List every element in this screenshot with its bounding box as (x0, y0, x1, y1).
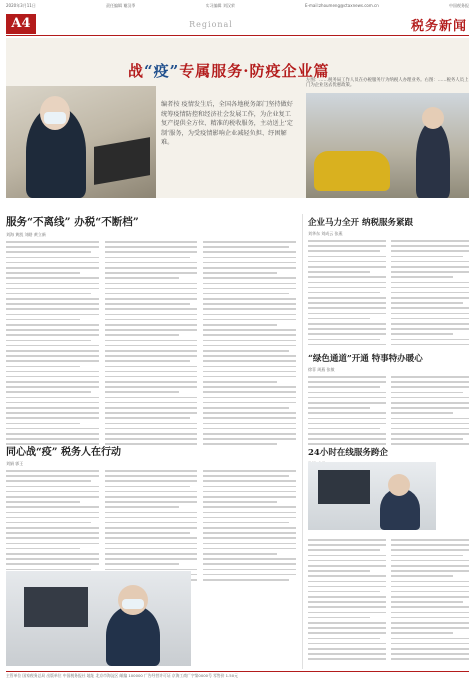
article-service-online (6, 214, 296, 434)
article-1-headline: 服务“不离线” 办税“不断档” (6, 216, 139, 228)
article-enterprise-full-power (308, 216, 469, 346)
article-1-col3 (203, 241, 296, 449)
publication-name: 中国税务报 (448, 3, 469, 8)
feature-banner (6, 38, 469, 198)
staff-mask (122, 599, 144, 609)
banner-right-caption: 左图：……税务局工作人员在办税服务厅为纳税人办理业务。右图：……税务人员上门为企业送去优惠政策。 (306, 78, 469, 89)
article-24h-online (308, 446, 469, 668)
page-footer: 主管单位 国家税务总局 出版单位 中国税务报社 地址 北京市海淀区 邮编 100000 广告经营许可证 京海工商广字第0000号 零售价 1.50元 (6, 671, 469, 683)
trainee-editor: 实习编辑 刘汉荣 (205, 3, 235, 8)
banner-title-prefix: 战 (128, 62, 145, 80)
operator-head (388, 474, 410, 496)
article-tax-staff-action (6, 443, 296, 667)
officer-head (422, 107, 444, 129)
article-4-body (308, 376, 469, 449)
page-header (6, 12, 469, 36)
regional-label (46, 20, 376, 30)
article-3-col1 (308, 240, 386, 349)
officer-figure (416, 121, 450, 198)
banner-photo-left (6, 86, 156, 198)
screen-shape (318, 470, 370, 504)
article-3-headline: 企业马力全开 纳税服务紧跟 (308, 218, 413, 228)
article-3-col2 (391, 240, 469, 349)
article-3-body (308, 240, 469, 349)
article-5-col2 (391, 539, 469, 664)
article-4-col1 (308, 376, 386, 449)
page-number-badge: A4 (6, 14, 36, 34)
editor-note: 编者按 疫情发生后，全国各地税务部门坚持做好统筹疫情防控和经济社会发展工作，为企业复工复产提供全方位、精准的税收服务，主动送上‘定制’服务，为受疫情影响企业减轻负担、纾困解难。 (161, 101, 293, 147)
article-2-col3 (203, 470, 296, 584)
article-5-body (308, 539, 469, 664)
article-5-photo (308, 462, 436, 530)
article-green-channel (308, 352, 469, 442)
banner-photo-right (306, 93, 469, 198)
top-meta-line (6, 3, 469, 11)
article-1-col1 (6, 241, 99, 449)
article-2-photo (6, 571, 191, 666)
article-1-body (6, 241, 296, 449)
editor-in-charge: 责任编辑 谢汉季 (106, 3, 136, 8)
banner-title-quote: “疫” (144, 62, 180, 80)
monitor-shape (24, 587, 88, 627)
article-5-col1 (308, 539, 386, 664)
article-2-body (6, 470, 296, 584)
article-4-byline: 徐菲 周燕 张敏 (308, 367, 335, 372)
article-2-photo-caption (196, 583, 208, 663)
article-3-byline: 刘华东 刘成云 张燕 (308, 231, 343, 236)
article-1-byline: 刘海 黄凯 刘皓 黄立新 (6, 232, 46, 237)
column-separator (302, 214, 303, 669)
contact-email: E-mail:zhoumeng@ctaxnews.com.cn (305, 3, 379, 8)
article-1-col2 (105, 241, 198, 449)
face-mask (44, 112, 66, 124)
article-2-col2 (105, 470, 198, 584)
article-4-headline: “绿色通道”开通 特事特办暖心 (308, 354, 423, 364)
banner-title-rest: 专属服务·防疫企业篇 (179, 62, 330, 80)
article-2-col1 (6, 470, 99, 584)
article-2-headline: 同心战“疫” 税务人在行动 (6, 447, 121, 458)
regional-text: Regional (179, 20, 243, 29)
banner-title (128, 60, 330, 81)
article-5-headline: 24小时在线服务跨企 (308, 448, 388, 458)
vehicle-shape (314, 151, 390, 191)
article-4-col2 (391, 376, 469, 449)
issue-date: 2020年3月11日 (6, 3, 36, 8)
section-title: 税务新闻 (410, 19, 467, 34)
article-2-byline: 刘娟 郭王 (6, 461, 24, 466)
laptop-shape (94, 137, 150, 185)
